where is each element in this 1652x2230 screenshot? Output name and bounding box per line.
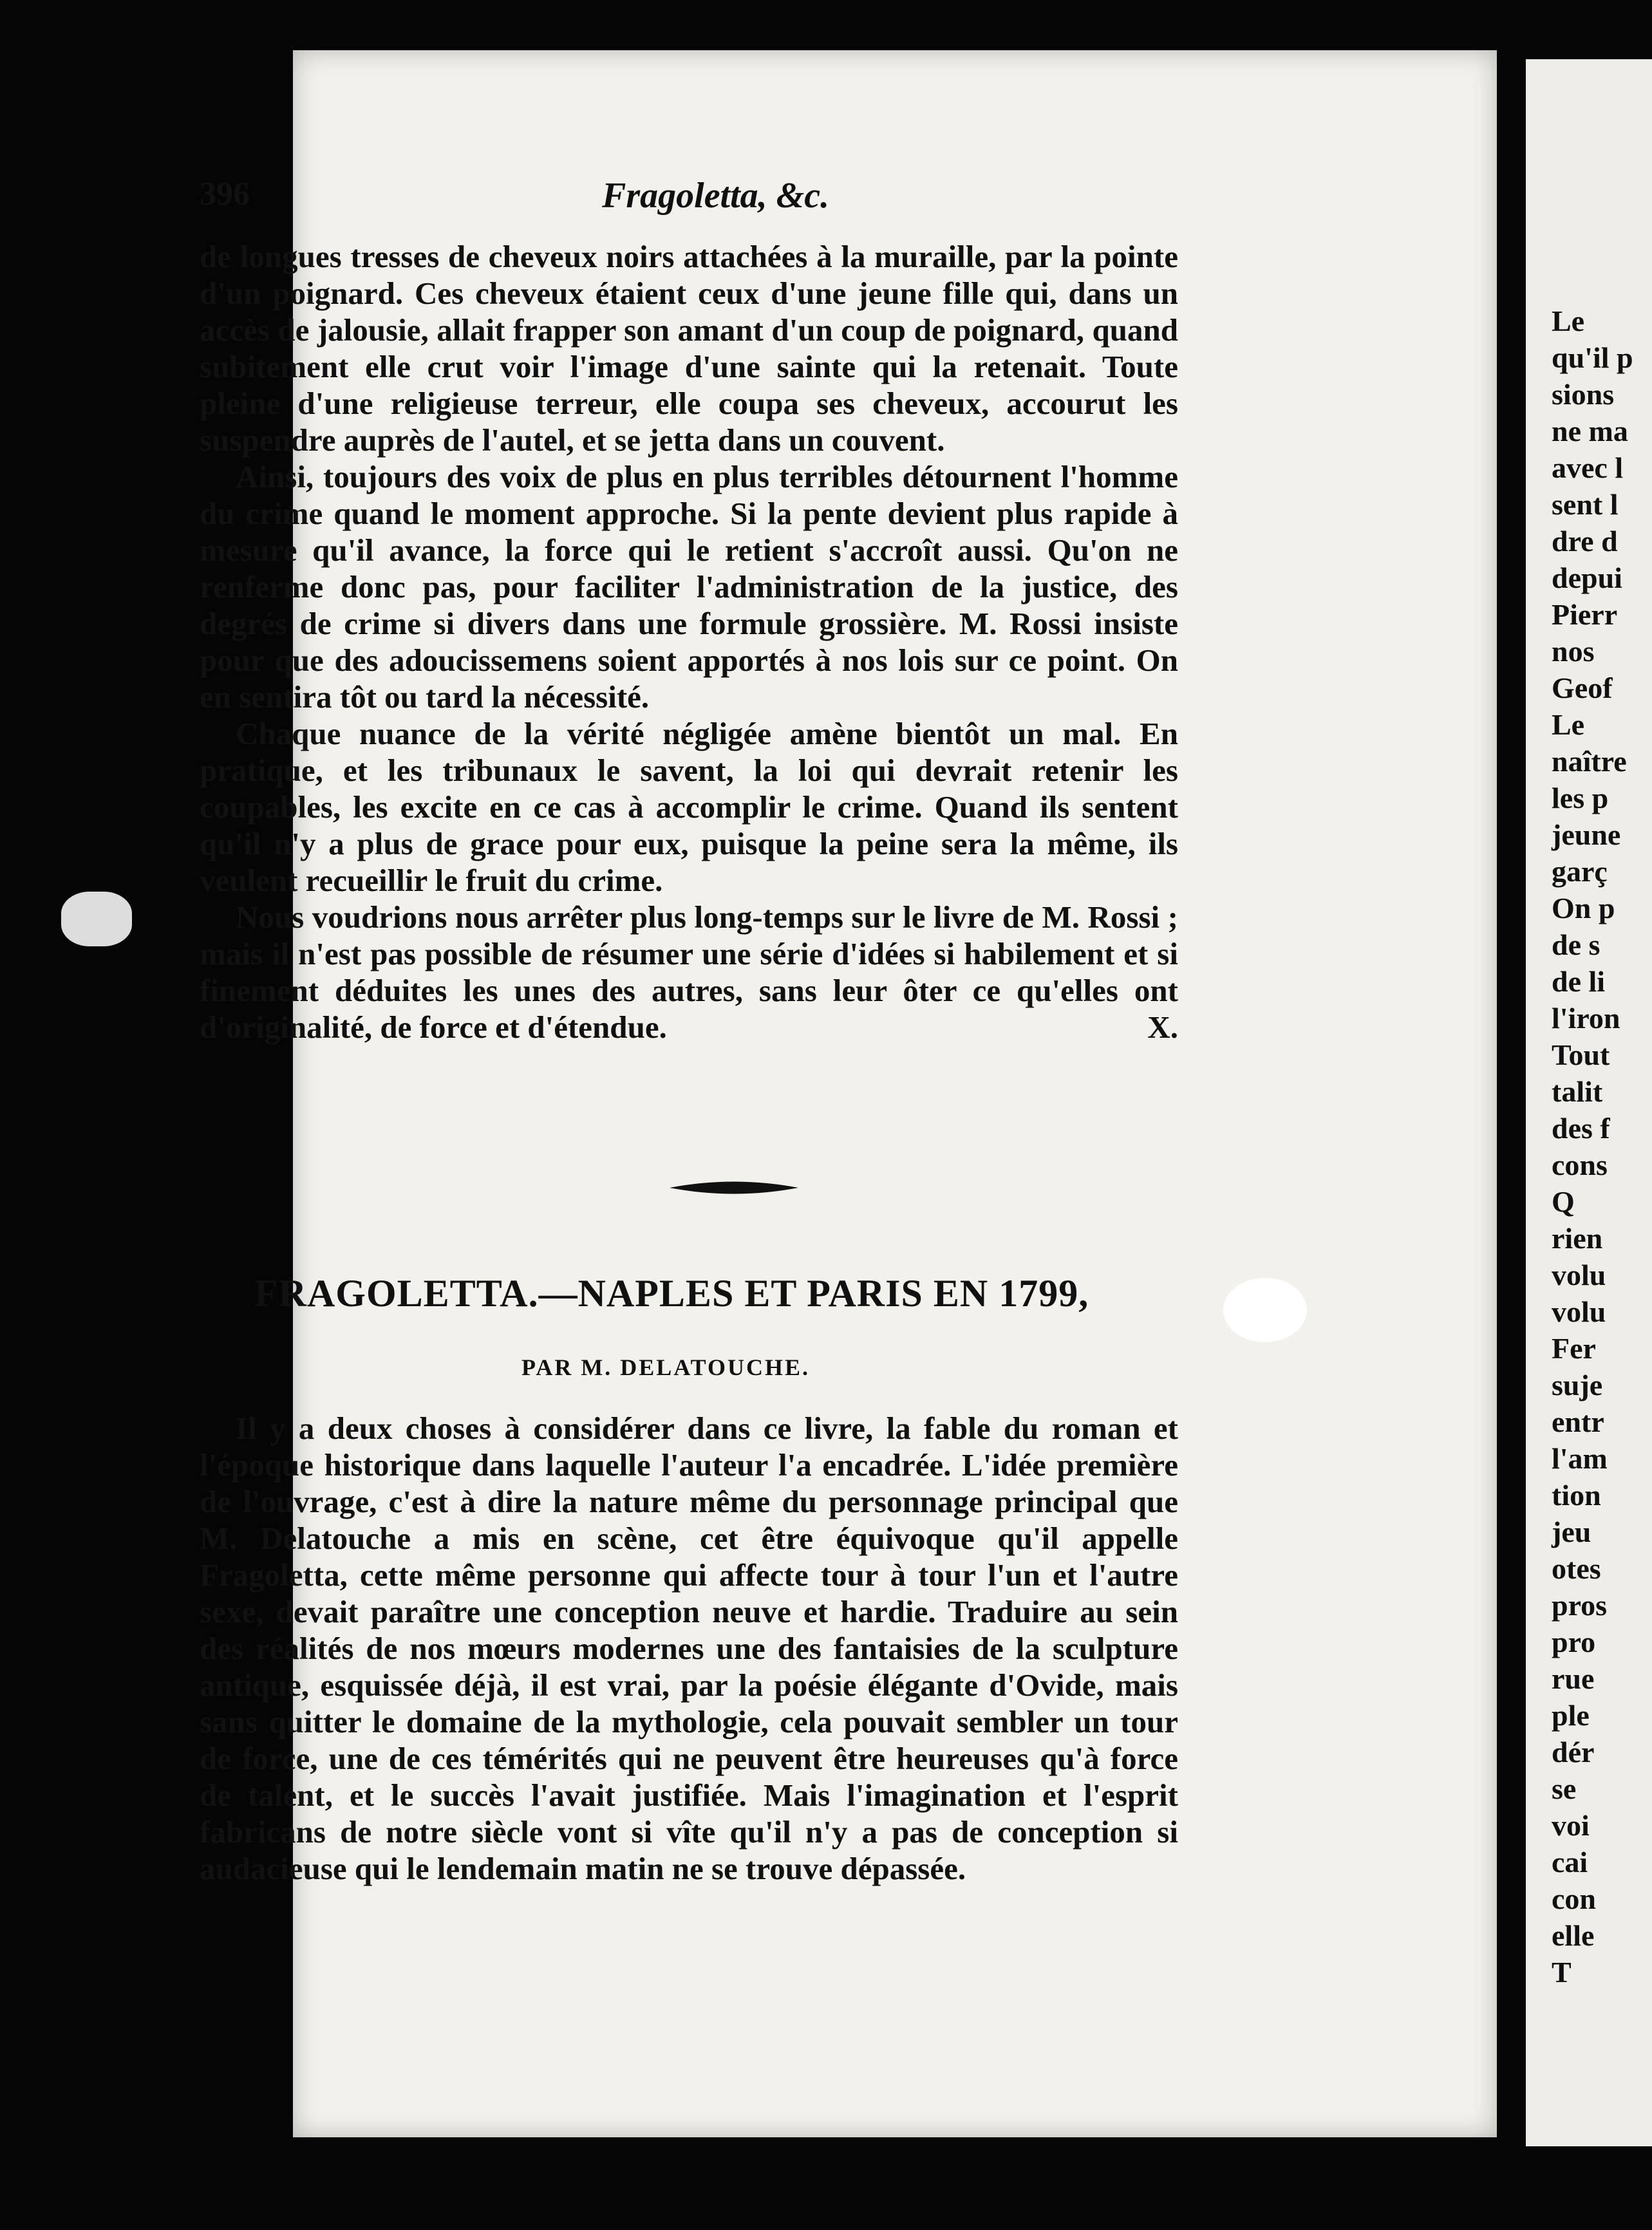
page-number: 396 [200,176,250,212]
page-header [200,175,1101,227]
section-divider-ornament [670,1178,798,1197]
paragraph: Chaque nuance de la vérité négligée amène bientôt un mal. En pratique, et les tribunaux le savent, la loi qui devrait retenir les coupables, les excite en ce cas à accomplir le crime. Quand ils sentent qu'il n'y a plus de grace pour eux, puisque la peine sera la même, ils veulent recueillir le fruit du crime. [200,716,1178,898]
article-title: FRAGOLETTA.—NAPLES ET PARIS EN 1799, [254,1272,1089,1315]
section-1-text [200,238,1178,1045]
paragraph: Ainsi, toujours des voix de plus en plus terribles détournent l'homme du crime quand le moment approche. Si la pente devient plus rapide à mesure qu'il avance, la force qui le retient s'accroît aussi. Qu'on ne renferme donc pas, pour faciliter l'administration de la justice, des degrés de crime si divers dans une formule grossière. M. Rossi insiste pour que des adoucissemens soient apportés à nos lois sur ce point. On en sentira tôt ou tard la nécessité. [200,459,1178,715]
author-signature: X. [1147,1009,1178,1045]
paragraph: de longues tresses de cheveux noirs attachées à la muraille, par la pointe d'un poignard. Ces cheveux étaient ceux d'une jeune fille qui, dans un accès de jalousie, allait frapper son amant d'un coup de poignard, quand subitement elle crut voir l'image d'une sainte qui la retenait. Toute pleine d'une religieuse terreur, elle coupa ses cheveux, accourut les suspendre auprès de l'autel, et se jetta dans un couvent. [200,239,1178,458]
article-byline: PAR M. DELATOUCHE. [521,1354,811,1380]
paragraph: Il y a deux choses à considérer dans ce livre, la fable du roman et l'époque historique dans laquelle l'auteur l'a encadrée. L'idée première de l'ouvrage, c'est à dire la nature même du personnage principal que M. Delatouche a mis en scène, cet être équivoque qu'il appelle Fragoletta, cette même personne qui affecte tour à tour l'un et l'autre sexe, devait paraître une conception neuve et hardie. Traduire au sein des réalités de nos mœurs modernes une des fantaisies de la sculpture antique, esquissée déjà, il est vrai, par la poésie élégante d'Ovide, mais sans quitter le domaine de la mythologie, cela pouvait sembler un tour de force, une de ces témérités qui ne peuvent être heureuses qu'à force de talent, et le succès l'avait justifiée. Mais l'imagination et l'esprit fabricans de notre siècle vont si vîte qu'il n'y a pas de conception si audacieuse qui le lendemain matin ne se trouve dépassée. [200,1410,1178,1886]
paragraph [200,899,1178,1045]
scan-blemish [61,892,132,946]
article-text [200,1410,1178,1887]
paragraph-text: Nous voudrions nous arrêter plus long-temps sur le livre de M. Rossi ; mais il n'est pas possible de résumer une série d'idées si habilement et si finement déduites les unes des autres, sans leur ôter ce qu'elles ont d'originalité, de force et d'étendue. [200,899,1178,1045]
facing-page-text-fragments: Le qu'il p sions ne ma avec l sent l dre d depui Pierr nos Geof Le naître les p jeune garç On p de s de li l'iron Tout talit des f cons Q rien volu volu Fer suje entr l'am tion jeu otes pros pro rue ple dér se voi cai con elle T [1552,305,1633,1989]
running-title: Fragoletta, &c. [602,176,830,216]
scan-blemish [1223,1278,1307,1342]
